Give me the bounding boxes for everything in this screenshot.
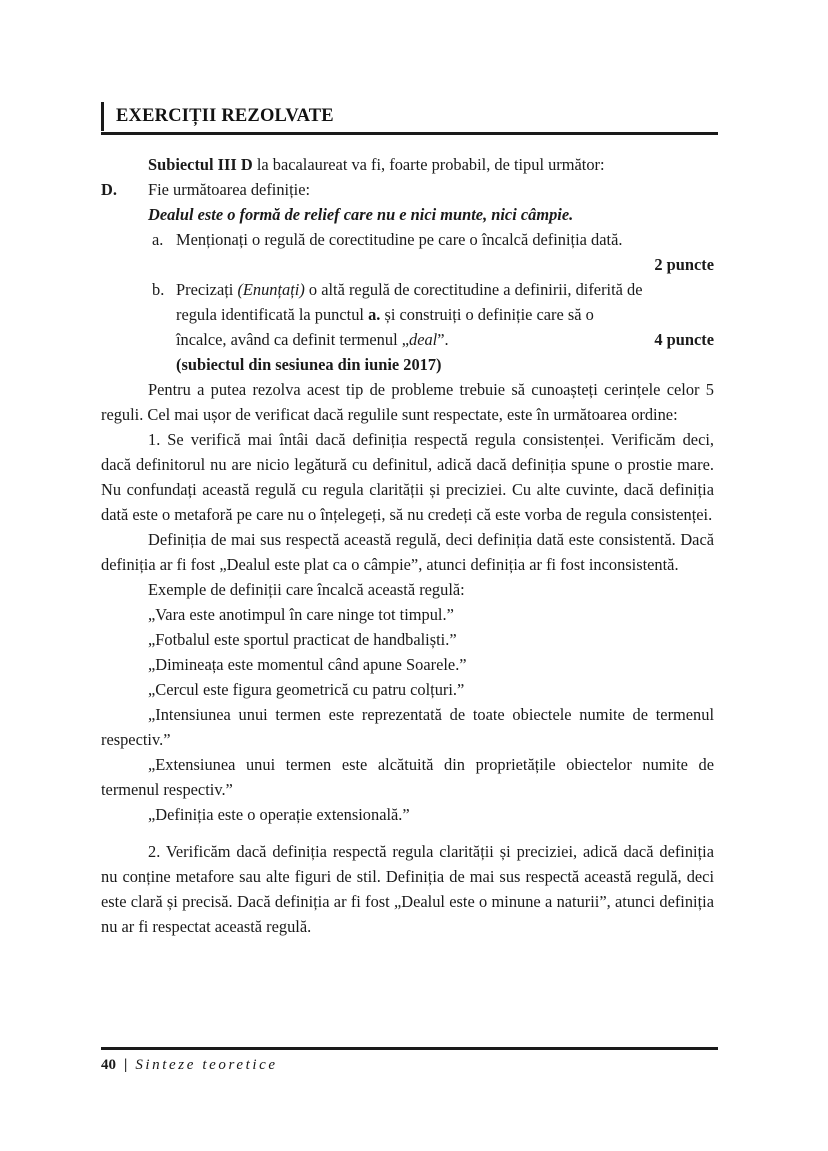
subitem-a-text: Menționați o regulă de corectitudine pe care o încalcă definiția dată. <box>176 230 623 249</box>
paragraph-rule-2: 2. Verificăm dacă definiția respectă regula clarității și preciziei, adică dacă definiția nu conține metafore sau alte figuri de stil. Definiția de mai sus respectă această regulă, deci este clară și precisă. Dacă definiția ar fi fost „Dealul este o minune a naturii”, atunci definiția nu ar fi respectat această regulă. <box>101 842 714 936</box>
subitem-b-text-italic: (Enunțați) <box>237 280 305 299</box>
paragraph-intro: Pentru a putea rezolva acest tip de probleme trebuie să cunoașteți cerințele celor 5 reguli. Cel mai ușor de verificat dacă regulile sunt respectate, este în următoarea ordine: <box>101 380 714 424</box>
exercise-source: (subiectul din sesiunea din iunie 2017) <box>176 355 442 374</box>
exercise-item-marker: D. <box>101 180 117 199</box>
example-item-2: „Fotbalul este sportul practicat de handbaliști.” <box>148 630 457 649</box>
footer-section-label: Sinteze teoretice <box>135 1057 278 1073</box>
exercise-item-text: Fie următoarea definiție: <box>148 180 311 199</box>
example-item-6: „Extensiunea unui termen este alcătuită din proprietățile obiectelor numite de termenul respectiv.” <box>101 755 714 799</box>
exercise-definition: Dealul este o formă de relief care nu e nici munte, nici câmpie. <box>148 205 574 224</box>
subitem-b-body <box>176 277 714 377</box>
footer-divider <box>101 1047 718 1050</box>
subitem-b-text-3-post: și construiți o definiție care să o <box>380 305 594 324</box>
footer-separator: | <box>124 1057 128 1073</box>
example-item-5: „Intensiunea unui termen este reprezentată de toate obiectele numite de termenul respectiv.” <box>101 705 714 749</box>
subitem-b-line-1 <box>176 277 714 302</box>
subitem-b-points: 4 puncte <box>654 330 714 349</box>
paragraph-spacer <box>101 827 714 839</box>
page-title: EXERCIȚII REZOLVATE <box>116 106 334 126</box>
subitem-b-line-3-text <box>176 327 449 352</box>
subitem-b-text-3-bold: a. <box>368 305 381 324</box>
examples-heading: Exemple de definiții care încalcă această regulă: <box>148 580 465 599</box>
page-content <box>101 152 714 939</box>
subitem-b-text-3-pre: regula identificată la punctul <box>176 305 369 324</box>
subitem-b-text-2: o altă regulă de corectitudine a definirii, diferită de <box>304 280 643 299</box>
exercise-item-D <box>101 177 714 202</box>
subitem-b-marker: b. <box>152 280 165 299</box>
subitem-b-text-4-pre: încalce, având ca definit termenul „ <box>176 330 409 349</box>
subitem-a-marker: a. <box>152 230 164 249</box>
exercise-subitem-b <box>101 277 714 377</box>
page-footer <box>101 1047 718 1074</box>
exercise-lead-bold: Subiectul III D <box>148 155 253 174</box>
page-canvas <box>101 0 718 1151</box>
example-item-7: „Definiția este o operație extensională.” <box>148 805 410 824</box>
subitem-b-text-1: Precizați <box>176 280 238 299</box>
subitem-b-line-2 <box>176 302 714 327</box>
footer-row <box>101 1057 718 1074</box>
example-item-1: „Vara este anotimpul în care ninge tot timpul.” <box>148 605 454 624</box>
subitem-a-body <box>176 227 714 277</box>
footer-page-number: 40 <box>101 1057 116 1073</box>
paragraph-rule-1-analysis: Definiția de mai sus respectă această regulă, deci definiția dată este consistentă. Dacă definiția ar fi fost „Dealul este plat ca o câmpie”, atunci definiția ar fi fost inconsistentă. <box>101 530 714 574</box>
exercise-subitem-a <box>101 227 714 277</box>
exercise-lead <box>101 152 714 177</box>
paragraph-rule-1: 1. Se verifică mai întâi dacă definiția respectă regula consistenței. Verificăm deci, dacă definitorul nu are nicio legătură cu definitul, adică dacă definiția spune o prostie mare. Nu confundați această regulă cu regula clarității și preciziei. Cu alte cuvinte, dacă definiția dată este o metaforă pe care nu o înțelegeți, să nu credeți că este vorba de regula consistenței. <box>101 430 714 524</box>
page-header <box>101 102 718 135</box>
subitem-b-line-3 <box>176 327 714 352</box>
header-divider <box>101 132 718 135</box>
header-title-row <box>101 102 718 131</box>
exercise-lead-rest: la bacalaureat va fi, foarte probabil, de tipul următor: <box>252 155 605 174</box>
example-item-3: „Dimineața este momentul când apune Soarele.” <box>148 655 467 674</box>
subitem-b-text-4-post: ”. <box>437 330 449 349</box>
example-item-4: „Cercul este figura geometrică cu patru colțuri.” <box>148 680 465 699</box>
subitem-b-text-4-italic: deal <box>409 330 438 349</box>
subitem-a-points: 2 puncte <box>654 255 714 274</box>
